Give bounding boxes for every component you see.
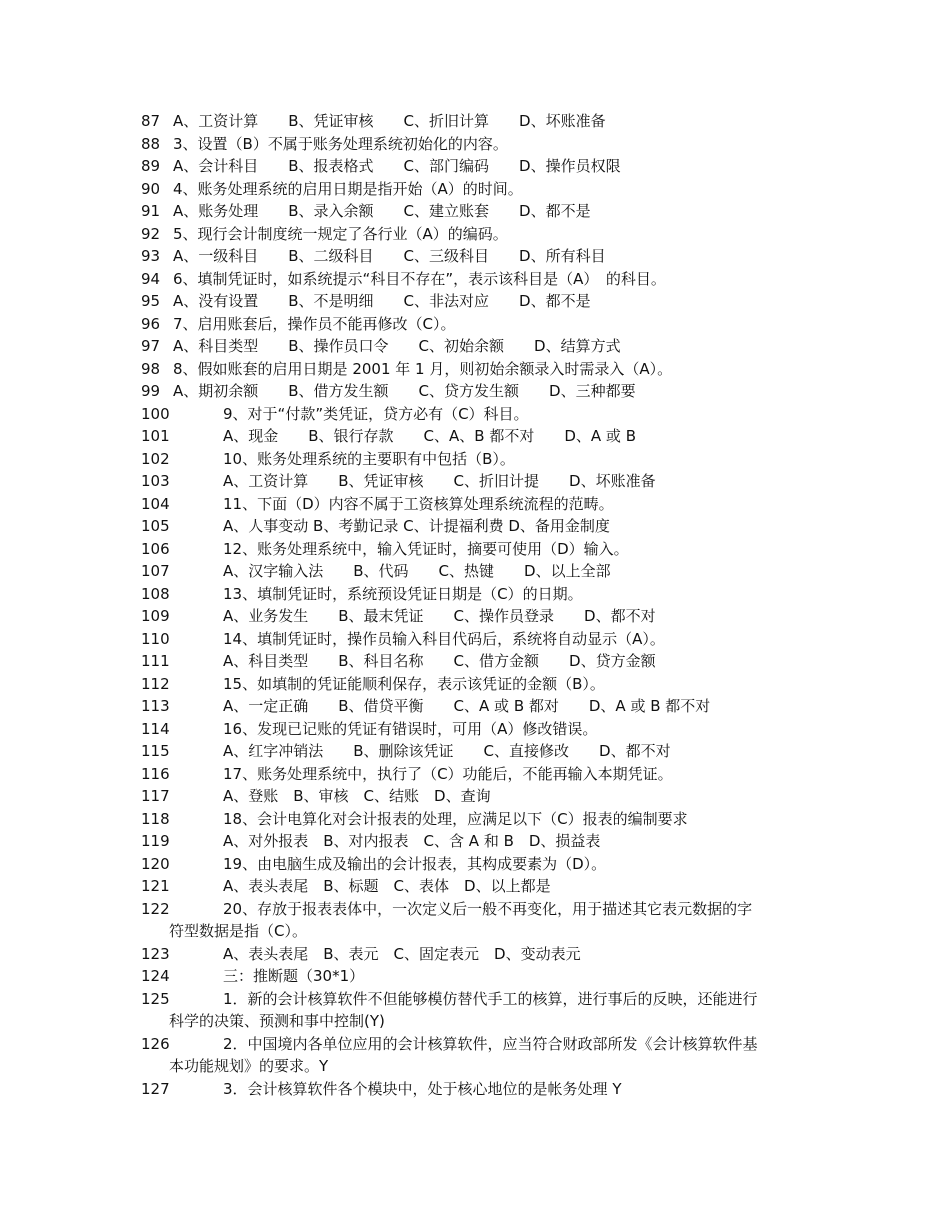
line-text: A、表头表尾 B、标题 C、表体 D、以上都是 xyxy=(223,877,551,895)
document-line xyxy=(141,763,841,786)
line-text: 2．中国境内各单位应用的会计核算软件，应当符合财政部所发《会计核算软件基 xyxy=(223,1034,758,1053)
document-line xyxy=(141,875,841,898)
line-number: 87 xyxy=(141,112,161,130)
line-text: A、期初余额 B、借方发生额 C、贷方发生额 D、三种都要 xyxy=(173,382,636,400)
line-text: 20、存放于报表表体中，一次定义后一般不再变化，用于描述其它表元数据的字 xyxy=(223,899,753,918)
document-line xyxy=(141,470,841,493)
line-number: 117 xyxy=(141,787,170,805)
line-number: 98 xyxy=(141,359,161,378)
document-line xyxy=(141,538,841,561)
line-continuation: 符型数据是指（C）。 xyxy=(169,922,307,940)
line-text: 三：推断题（30*1） xyxy=(223,967,365,985)
line-number: 97 xyxy=(141,337,161,355)
line-text: 18、会计电算化对会计报表的处理，应满足以下（C）报表的编制要求 xyxy=(223,809,688,828)
line-number: 119 xyxy=(141,832,170,850)
line-number: 115 xyxy=(141,742,170,760)
line-continuation: 科学的决策、预测和事中控制(Y) xyxy=(169,1012,385,1030)
line-text: 4、账务处理系统的启用日期是指开始（A）的时间。 xyxy=(173,179,523,198)
line-text: A、没有设置 B、不是明细 C、非法对应 D、都不是 xyxy=(173,292,591,310)
line-text: 8、假如账套的启用日期是 2001 年 1 月，则初始余额录入时需录入（A）。 xyxy=(173,359,673,378)
line-number: 104 xyxy=(141,494,170,513)
document-line xyxy=(141,808,841,831)
line-text: A、会计科目 B、报表格式 C、部门编码 D、操作员权限 xyxy=(173,157,621,175)
line-text: 9、对于“付款”类凭证，贷方必有（C）科目。 xyxy=(223,404,529,423)
document-line xyxy=(141,785,841,808)
document-line xyxy=(141,605,841,628)
line-text: A、登账 B、审核 C、结账 D、查询 xyxy=(223,787,491,805)
line-number: 125 xyxy=(141,989,170,1008)
document-line xyxy=(141,178,841,201)
line-text: A、工资计算 B、凭证审核 C、折旧计提 D、坏账准备 xyxy=(223,472,656,490)
line-continuation: 本功能规划》的要求。Y xyxy=(169,1057,329,1075)
line-text: A、一定正确 B、借贷平衡 C、A 或 B 都对 D、A 或 B 都不对 xyxy=(223,697,711,715)
line-number: 126 xyxy=(141,1034,170,1053)
line-text: 10、账务处理系统的主要职有中包括（B）。 xyxy=(223,449,515,468)
line-number: 105 xyxy=(141,517,170,535)
line-number: 123 xyxy=(141,944,170,963)
line-text: A、汉字输入法 B、代码 C、热键 D、以上全部 xyxy=(223,562,611,580)
line-text: 19、由电脑生成及输出的会计报表，其构成要素为（D）。 xyxy=(223,854,607,873)
line-text: A、现金 B、银行存款 C、A、B 都不对 D、A 或 B xyxy=(223,427,636,445)
numbered-lines xyxy=(141,110,841,1100)
document-line xyxy=(141,335,841,358)
line-number: 110 xyxy=(141,629,170,648)
line-number: 109 xyxy=(141,607,170,625)
line-text: A、工资计算 B、凭证审核 C、折旧计算 D、坏账准备 xyxy=(173,112,606,130)
line-number: 108 xyxy=(141,584,170,603)
document-line xyxy=(141,515,841,538)
line-number: 127 xyxy=(141,1079,170,1098)
line-number: 107 xyxy=(141,562,170,580)
line-number: 118 xyxy=(141,809,170,828)
document-line xyxy=(141,493,841,516)
line-text: 14、填制凭证时，操作员输入科目代码后，系统将自动显示（A）。 xyxy=(223,629,665,648)
line-number: 100 xyxy=(141,404,170,423)
line-number: 91 xyxy=(141,202,161,220)
line-text: A、表头表尾 B、表元 C、固定表元 D、变动表元 xyxy=(223,944,581,963)
document-line xyxy=(141,245,841,268)
line-text: A、科目类型 B、操作员口令 C、初始余额 D、结算方式 xyxy=(173,337,621,355)
line-number: 120 xyxy=(141,854,170,873)
line-text: A、红字冲销法 B、删除该凭证 C、直接修改 D、都不对 xyxy=(223,742,671,760)
line-text: A、一级科目 B、二级科目 C、三级科目 D、所有科目 xyxy=(173,247,606,265)
line-number: 101 xyxy=(141,427,170,445)
document-line xyxy=(141,133,841,156)
document-line xyxy=(141,628,841,651)
document-line xyxy=(141,853,841,876)
line-number: 90 xyxy=(141,179,161,198)
line-number: 93 xyxy=(141,247,161,265)
document-line xyxy=(141,943,841,966)
line-text: 3、设置（B）不属于账务处理系统初始化的内容。 xyxy=(173,134,508,153)
line-text: A、业务发生 B、最末凭证 C、操作员登录 D、都不对 xyxy=(223,607,656,625)
document-line xyxy=(141,560,841,583)
line-text: 3．会计核算软件各个模块中，处于核心地位的是帐务处理 Y xyxy=(223,1079,622,1098)
document-line xyxy=(141,110,841,133)
document-line xyxy=(141,358,841,381)
document-line xyxy=(141,583,841,606)
document-line xyxy=(141,830,841,853)
document-line xyxy=(141,290,841,313)
line-number: 124 xyxy=(141,967,170,985)
document-line xyxy=(141,965,841,988)
line-text: A、对外报表 B、对内报表 C、含 A 和 B D、损益表 xyxy=(223,832,601,850)
document-line xyxy=(141,1033,841,1056)
document-line xyxy=(141,403,841,426)
line-number: 88 xyxy=(141,134,161,153)
line-text: A、人事变动 B、考勤记录 C、计提福利费 D、备用金制度 xyxy=(223,517,610,535)
document-line xyxy=(141,425,841,448)
document-line xyxy=(141,380,841,403)
document-line xyxy=(141,988,841,1011)
line-number: 99 xyxy=(141,382,161,400)
document-line xyxy=(141,200,841,223)
line-text: A、账务处理 B、录入余额 C、建立账套 D、都不是 xyxy=(173,202,591,220)
document-line xyxy=(141,448,841,471)
line-number: 112 xyxy=(141,674,170,693)
line-number: 95 xyxy=(141,292,161,310)
line-number: 102 xyxy=(141,449,170,468)
line-number: 96 xyxy=(141,314,161,333)
document-line xyxy=(141,155,841,178)
line-text: 1．新的会计核算软件不但能够模仿替代手工的核算，进行事后的反映，还能进行 xyxy=(223,989,758,1008)
document-line xyxy=(141,898,841,921)
line-text: 11、下面（D）内容不属于工资核算处理系统流程的范畴。 xyxy=(223,494,614,513)
line-text: A、科目类型 B、科目名称 C、借方金额 D、贷方金额 xyxy=(223,652,656,670)
line-number: 121 xyxy=(141,877,170,895)
document-line xyxy=(141,718,841,741)
line-text: 12、账务处理系统中，输入凭证时，摘要可使用（D）输入。 xyxy=(223,539,629,558)
line-number: 92 xyxy=(141,224,161,243)
line-text: 13、填制凭证时，系统预设凭证日期是（C）的日期。 xyxy=(223,584,583,603)
line-text: 5、现行会计制度统一规定了各行业（A）的编码。 xyxy=(173,224,508,243)
line-text: 6、填制凭证时，如系统提示“科目不存在”，表示该科目是（A） 的科目。 xyxy=(173,269,666,288)
document-line xyxy=(141,650,841,673)
line-number: 122 xyxy=(141,899,170,918)
line-number: 111 xyxy=(141,652,170,670)
line-number: 116 xyxy=(141,764,170,783)
document-line xyxy=(141,313,841,336)
line-text: 16、发现已记账的凭证有错误时，可用（A）修改错误。 xyxy=(223,719,598,738)
line-text: 15、如填制的凭证能顺利保存，表示该凭证的金额（B）。 xyxy=(223,674,605,693)
document-line xyxy=(141,268,841,291)
line-text: 7、启用账套后，操作员不能再修改（C）。 xyxy=(173,314,456,333)
line-number: 103 xyxy=(141,472,170,490)
line-text: 17、账务处理系统中，执行了（C）功能后，不能再输入本期凭证。 xyxy=(223,764,673,783)
document-line xyxy=(141,1078,841,1101)
document-line xyxy=(141,740,841,763)
line-number: 106 xyxy=(141,539,170,558)
document-line xyxy=(141,673,841,696)
line-number: 94 xyxy=(141,269,161,288)
line-number: 89 xyxy=(141,157,161,175)
document-line xyxy=(141,223,841,246)
document-line xyxy=(141,695,841,718)
line-number: 114 xyxy=(141,719,170,738)
line-number: 113 xyxy=(141,697,170,715)
